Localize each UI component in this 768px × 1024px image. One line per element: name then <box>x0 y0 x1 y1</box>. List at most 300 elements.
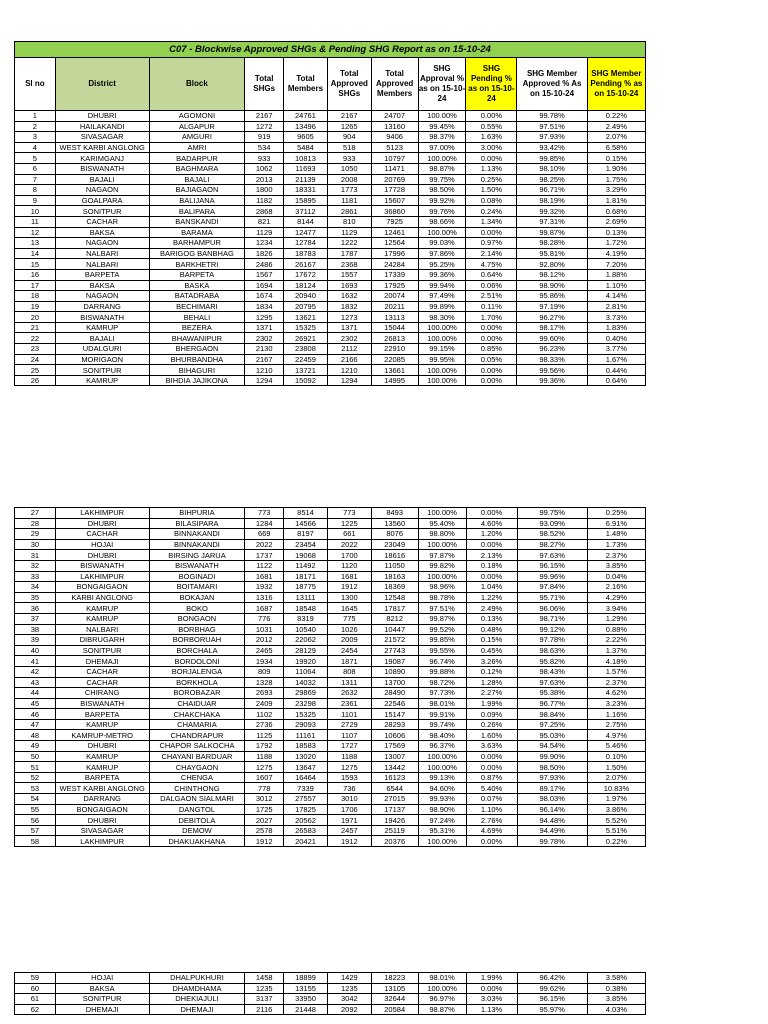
cell-total-shgs: 1328 <box>245 677 284 688</box>
cell-sl-no: 15 <box>15 259 56 270</box>
cell-shg-approval-pct: 98.78% <box>418 592 466 603</box>
cell-shg-pending-pct: 0.87% <box>466 772 517 783</box>
cell-total-members: 21139 <box>284 174 328 185</box>
cell-shg-approval-pct: 98.87% <box>418 1004 466 1015</box>
cell-member-approved-pct: 97.63% <box>517 550 587 561</box>
cell-shg-approval-pct: 98.96% <box>418 582 466 593</box>
cell-member-pending-pct: 2.69% <box>587 216 645 227</box>
cell-total-members: 14566 <box>284 518 328 529</box>
cell-shg-approval-pct: 98.66% <box>418 216 466 227</box>
cell-district: HOJAI <box>55 973 149 984</box>
cell-total-members: 37112 <box>284 206 328 217</box>
cell-total-members: 15895 <box>284 195 328 206</box>
cell-shg-approval-pct: 99.36% <box>418 269 466 280</box>
cell-member-approved-pct: 98.50% <box>517 762 587 773</box>
cell-total-members: 18171 <box>284 571 328 582</box>
cell-member-approved-pct: 99.87% <box>517 227 587 238</box>
cell-total-shgs: 809 <box>245 666 284 677</box>
cell-district: WEST KARBI ANGLONG <box>55 142 149 153</box>
cell-approved-shgs: 1773 <box>327 185 371 196</box>
cell-total-shgs: 2116 <box>245 1004 284 1015</box>
cell-sl-no: 32 <box>15 560 56 571</box>
cell-shg-pending-pct: 3.63% <box>466 741 517 752</box>
cell-member-pending-pct: 1.50% <box>587 762 645 773</box>
cell-block: BOROBAZAR <box>149 688 245 699</box>
cell-district: DHUBRI <box>55 550 149 561</box>
cell-sl-no: 23 <box>15 344 56 355</box>
cell-shg-approval-pct: 97.24% <box>418 815 466 826</box>
cell-approved-shgs: 3010 <box>327 794 371 805</box>
cell-sl-no: 8 <box>15 185 56 196</box>
cell-approved-members: 20376 <box>371 836 418 847</box>
table-row <box>15 624 646 635</box>
cell-shg-approval-pct: 99.93% <box>418 794 466 805</box>
cell-block: BAJIAGAON <box>149 185 245 196</box>
cell-approved-shgs: 3042 <box>327 994 371 1005</box>
cell-approved-shgs: 1593 <box>327 772 371 783</box>
cell-shg-pending-pct: 0.00% <box>466 153 517 164</box>
cell-sl-no: 7 <box>15 174 56 185</box>
cell-approved-shgs: 1107 <box>327 730 371 741</box>
table-row <box>15 132 646 143</box>
cell-member-pending-pct: 2.16% <box>587 582 645 593</box>
cell-district: WEST KARBI ANGLONG <box>55 783 149 794</box>
cell-district: NALBARI <box>55 624 149 635</box>
cell-total-members: 18783 <box>284 248 328 259</box>
table-row <box>15 656 646 667</box>
cell-member-approved-pct: 99.12% <box>517 624 587 635</box>
cell-approved-shgs: 1645 <box>327 603 371 614</box>
cell-approved-members: 10890 <box>371 666 418 677</box>
cell-district: NALBARI <box>55 248 149 259</box>
cell-total-members: 14032 <box>284 677 328 688</box>
cell-shg-approval-pct: 100.00% <box>418 508 466 519</box>
cell-total-members: 29869 <box>284 688 328 699</box>
cell-shg-pending-pct: 0.45% <box>466 645 517 656</box>
cell-approved-shgs: 1101 <box>327 709 371 720</box>
cell-district: DARRANG <box>55 794 149 805</box>
cell-member-pending-pct: 1.81% <box>587 195 645 206</box>
cell-approved-members: 14995 <box>371 375 418 386</box>
cell-member-pending-pct: 0.40% <box>587 333 645 344</box>
table-row <box>15 185 646 196</box>
table-row <box>15 582 646 593</box>
cell-total-members: 20421 <box>284 836 328 847</box>
cell-total-shgs: 2486 <box>245 259 284 270</box>
cell-total-shgs: 1694 <box>245 280 284 291</box>
cell-member-pending-pct: 3.85% <box>587 560 645 571</box>
cell-total-members: 28129 <box>284 645 328 656</box>
cell-approved-members: 15147 <box>371 709 418 720</box>
cell-member-approved-pct: 99.78% <box>517 836 587 847</box>
header-row <box>15 58 646 111</box>
cell-total-members: 11492 <box>284 560 328 571</box>
cell-sl-no: 49 <box>15 741 56 752</box>
table-row <box>15 994 646 1005</box>
cell-total-members: 15092 <box>284 375 328 386</box>
cell-district: DHUBRI <box>55 741 149 752</box>
cell-approved-members: 25119 <box>371 825 418 836</box>
cell-shg-pending-pct: 0.18% <box>466 560 517 571</box>
cell-district: BARPETA <box>55 772 149 783</box>
table-row <box>15 635 646 646</box>
cell-total-shgs: 2027 <box>245 815 284 826</box>
table-row <box>15 592 646 603</box>
table-row <box>15 508 646 519</box>
cell-district: BISWANATH <box>55 560 149 571</box>
cell-member-pending-pct: 1.16% <box>587 709 645 720</box>
cell-shg-pending-pct: 1.28% <box>466 677 517 688</box>
cell-shg-pending-pct: 0.00% <box>466 571 517 582</box>
cell-sl-no: 52 <box>15 772 56 783</box>
cell-total-members: 13647 <box>284 762 328 773</box>
cell-block: BORCHALA <box>149 645 245 656</box>
cell-district: UDALGURI <box>55 344 149 355</box>
table-row <box>15 248 646 259</box>
table-row <box>15 794 646 805</box>
cell-shg-pending-pct: 1.13% <box>466 163 517 174</box>
cell-approved-members: 11471 <box>371 163 418 174</box>
cell-member-pending-pct: 2.81% <box>587 301 645 312</box>
cell-total-members: 13111 <box>284 592 328 603</box>
cell-total-members: 33950 <box>284 994 328 1005</box>
table-row <box>15 709 646 720</box>
cell-sl-no: 14 <box>15 248 56 259</box>
cell-sl-no: 28 <box>15 518 56 529</box>
cell-approved-shgs: 2167 <box>327 111 371 122</box>
cell-member-pending-pct: 0.22% <box>587 836 645 847</box>
cell-member-pending-pct: 5.46% <box>587 741 645 752</box>
cell-district: NAGAON <box>55 291 149 302</box>
cell-shg-approval-pct: 94.60% <box>418 783 466 794</box>
cell-shg-pending-pct: 0.48% <box>466 624 517 635</box>
cell-member-approved-pct: 99.85% <box>517 153 587 164</box>
cell-approved-shgs: 1693 <box>327 280 371 291</box>
cell-approved-shgs: 1912 <box>327 582 371 593</box>
cell-approved-shgs: 1787 <box>327 248 371 259</box>
cell-approved-members: 13007 <box>371 751 418 762</box>
cell-approved-shgs: 1181 <box>327 195 371 206</box>
cell-approved-members: 20584 <box>371 1004 418 1015</box>
cell-sl-no: 20 <box>15 312 56 323</box>
cell-total-members: 22062 <box>284 635 328 646</box>
cell-total-shgs: 1800 <box>245 185 284 196</box>
cell-district: BISWANATH <box>55 312 149 323</box>
cell-shg-pending-pct: 1.20% <box>466 529 517 540</box>
cell-shg-pending-pct: 2.14% <box>466 248 517 259</box>
cell-approved-members: 13700 <box>371 677 418 688</box>
cell-approved-shgs: 1300 <box>327 592 371 603</box>
table-row <box>15 259 646 270</box>
cell-shg-pending-pct: 2.76% <box>466 815 517 826</box>
cell-block: BHAWANIPUR <box>149 333 245 344</box>
table-row <box>15 174 646 185</box>
cell-total-shgs: 534 <box>245 142 284 153</box>
cell-member-pending-pct: 6.91% <box>587 518 645 529</box>
cell-approved-shgs: 1557 <box>327 269 371 280</box>
cell-sl-no: 31 <box>15 550 56 561</box>
cell-shg-approval-pct: 99.15% <box>418 344 466 355</box>
cell-total-shgs: 1125 <box>245 730 284 741</box>
cell-member-approved-pct: 96.15% <box>517 560 587 571</box>
cell-approved-shgs: 2729 <box>327 719 371 730</box>
cell-shg-approval-pct: 100.00% <box>418 983 466 994</box>
cell-district: BONGAIGAON <box>55 582 149 593</box>
cell-member-pending-pct: 2.37% <box>587 677 645 688</box>
cell-shg-pending-pct: 0.15% <box>466 635 517 646</box>
cell-block: BOKO <box>149 603 245 614</box>
cell-total-members: 26583 <box>284 825 328 836</box>
cell-total-members: 5484 <box>284 142 328 153</box>
cell-total-shgs: 1316 <box>245 592 284 603</box>
cell-shg-approval-pct: 98.90% <box>418 804 466 815</box>
cell-sl-no: 9 <box>15 195 56 206</box>
cell-approved-shgs: 2009 <box>327 635 371 646</box>
cell-total-shgs: 1826 <box>245 248 284 259</box>
cell-member-pending-pct: 7.20% <box>587 259 645 270</box>
cell-approved-shgs: 1681 <box>327 571 371 582</box>
cell-shg-approval-pct: 98.72% <box>418 677 466 688</box>
cell-district: CACHAR <box>55 677 149 688</box>
cell-total-shgs: 1284 <box>245 518 284 529</box>
cell-total-shgs: 1737 <box>245 550 284 561</box>
table-row <box>15 121 646 132</box>
cell-member-pending-pct: 3.77% <box>587 344 645 355</box>
cell-member-pending-pct: 4.97% <box>587 730 645 741</box>
cell-approved-members: 13560 <box>371 518 418 529</box>
cell-sl-no: 21 <box>15 322 56 333</box>
cell-sl-no: 27 <box>15 508 56 519</box>
cell-member-pending-pct: 1.90% <box>587 163 645 174</box>
cell-approved-members: 18616 <box>371 550 418 561</box>
cell-sl-no: 29 <box>15 529 56 540</box>
cell-approved-shgs: 1026 <box>327 624 371 635</box>
report-table-page-3 <box>14 972 646 1015</box>
cell-member-approved-pct: 98.27% <box>517 539 587 550</box>
table-row <box>15 153 646 164</box>
cell-shg-approval-pct: 100.00% <box>418 365 466 376</box>
table-row <box>15 216 646 227</box>
cell-district: BARPETA <box>55 269 149 280</box>
cell-district: KAMRUP <box>55 762 149 773</box>
report-title: C07 - Blockwise Approved SHGs & Pending SHG Report as on 15-10-24 <box>15 42 646 58</box>
cell-shg-pending-pct: 0.00% <box>466 762 517 773</box>
cell-member-approved-pct: 97.19% <box>517 301 587 312</box>
cell-block: BOKAJAN <box>149 592 245 603</box>
cell-total-members: 8197 <box>284 529 328 540</box>
cell-total-shgs: 2409 <box>245 698 284 709</box>
cell-district: CACHAR <box>55 216 149 227</box>
cell-block: DANGTOL <box>149 804 245 815</box>
table-row <box>15 291 646 302</box>
cell-shg-approval-pct: 98.01% <box>418 973 466 984</box>
cell-district: CHIRANG <box>55 688 149 699</box>
cell-shg-pending-pct: 1.10% <box>466 804 517 815</box>
cell-sl-no: 59 <box>15 973 56 984</box>
cell-member-pending-pct: 1.57% <box>587 666 645 677</box>
header-shg-pending: SHG Pending % as on 15-10-24 <box>466 58 517 111</box>
cell-approved-members: 15607 <box>371 195 418 206</box>
cell-member-approved-pct: 98.10% <box>517 163 587 174</box>
cell-approved-members: 28293 <box>371 719 418 730</box>
cell-district: DHUBRI <box>55 518 149 529</box>
cell-shg-approval-pct: 98.50% <box>418 185 466 196</box>
cell-sl-no: 30 <box>15 539 56 550</box>
cell-approved-members: 17569 <box>371 741 418 752</box>
cell-total-members: 10813 <box>284 153 328 164</box>
cell-member-pending-pct: 3.94% <box>587 603 645 614</box>
cell-approved-shgs: 1727 <box>327 741 371 752</box>
cell-member-pending-pct: 1.10% <box>587 280 645 291</box>
cell-district: LAKHIMPUR <box>55 836 149 847</box>
cell-approved-members: 32644 <box>371 994 418 1005</box>
cell-shg-approval-pct: 99.52% <box>418 624 466 635</box>
cell-member-approved-pct: 94.49% <box>517 825 587 836</box>
cell-total-members: 13721 <box>284 365 328 376</box>
cell-sl-no: 44 <box>15 688 56 699</box>
cell-approved-shgs: 661 <box>327 529 371 540</box>
cell-member-approved-pct: 96.23% <box>517 344 587 355</box>
cell-block: CHAPOR SALKOCHA <box>149 741 245 752</box>
cell-approved-members: 17728 <box>371 185 418 196</box>
cell-approved-members: 17817 <box>371 603 418 614</box>
cell-district: CACHAR <box>55 666 149 677</box>
cell-shg-pending-pct: 0.00% <box>466 111 517 122</box>
cell-block: BANSKANDI <box>149 216 245 227</box>
cell-member-approved-pct: 96.77% <box>517 698 587 709</box>
table-row <box>15 698 646 709</box>
cell-block: BONGAON <box>149 613 245 624</box>
cell-approved-shgs: 1971 <box>327 815 371 826</box>
cell-sl-no: 51 <box>15 762 56 773</box>
cell-approved-shgs: 1222 <box>327 238 371 249</box>
cell-member-approved-pct: 96.14% <box>517 804 587 815</box>
table-row <box>15 375 646 386</box>
cell-total-members: 26167 <box>284 259 328 270</box>
cell-total-members: 23298 <box>284 698 328 709</box>
cell-sl-no: 46 <box>15 709 56 720</box>
cell-block: BASKA <box>149 280 245 291</box>
cell-total-shgs: 1371 <box>245 322 284 333</box>
cell-approved-shgs: 2368 <box>327 259 371 270</box>
cell-member-pending-pct: 0.13% <box>587 227 645 238</box>
cell-shg-approval-pct: 100.00% <box>418 571 466 582</box>
cell-member-pending-pct: 4.19% <box>587 248 645 259</box>
cell-approved-shgs: 1371 <box>327 322 371 333</box>
cell-shg-approval-pct: 99.87% <box>418 613 466 624</box>
cell-shg-pending-pct: 0.05% <box>466 354 517 365</box>
cell-block: BALIJANA <box>149 195 245 206</box>
cell-total-members: 13621 <box>284 312 328 323</box>
cell-block: BINNAKANDI <box>149 539 245 550</box>
cell-shg-pending-pct: 0.00% <box>466 539 517 550</box>
cell-shg-approval-pct: 100.00% <box>418 762 466 773</box>
cell-total-members: 18548 <box>284 603 328 614</box>
cell-approved-shgs: 1706 <box>327 804 371 815</box>
cell-total-shgs: 1607 <box>245 772 284 783</box>
cell-shg-approval-pct: 96.37% <box>418 741 466 752</box>
cell-member-pending-pct: 2.22% <box>587 635 645 646</box>
cell-shg-pending-pct: 1.60% <box>466 730 517 741</box>
cell-approved-members: 9406 <box>371 132 418 143</box>
cell-member-approved-pct: 97.25% <box>517 719 587 730</box>
cell-block: BORBHAG <box>149 624 245 635</box>
cell-block: CHAYANI BARDUAR <box>149 751 245 762</box>
cell-member-approved-pct: 99.56% <box>517 365 587 376</box>
cell-approved-members: 12461 <box>371 227 418 238</box>
cell-member-pending-pct: 0.64% <box>587 375 645 386</box>
cell-total-members: 22459 <box>284 354 328 365</box>
cell-member-approved-pct: 98.28% <box>517 238 587 249</box>
table-row <box>15 163 646 174</box>
cell-approved-shgs: 1311 <box>327 677 371 688</box>
cell-member-pending-pct: 5.52% <box>587 815 645 826</box>
cell-approved-shgs: 1294 <box>327 375 371 386</box>
cell-district: BARPETA <box>55 709 149 720</box>
cell-approved-shgs: 1188 <box>327 751 371 762</box>
cell-sl-no: 6 <box>15 163 56 174</box>
cell-approved-members: 13442 <box>371 762 418 773</box>
cell-sl-no: 48 <box>15 730 56 741</box>
cell-district: DHEMAJI <box>55 1004 149 1015</box>
cell-member-approved-pct: 98.63% <box>517 645 587 656</box>
cell-total-shgs: 2868 <box>245 206 284 217</box>
table-row <box>15 688 646 699</box>
header-sl-no: Sl no <box>15 58 56 111</box>
cell-member-approved-pct: 95.38% <box>517 688 587 699</box>
cell-total-members: 16464 <box>284 772 328 783</box>
cell-member-approved-pct: 99.90% <box>517 751 587 762</box>
cell-member-pending-pct: 1.73% <box>587 539 645 550</box>
cell-shg-pending-pct: 0.13% <box>466 613 517 624</box>
cell-total-shgs: 669 <box>245 529 284 540</box>
cell-member-pending-pct: 2.49% <box>587 121 645 132</box>
cell-approved-members: 24707 <box>371 111 418 122</box>
cell-member-pending-pct: 4.14% <box>587 291 645 302</box>
cell-member-approved-pct: 98.33% <box>517 354 587 365</box>
cell-district: DIBRUGARH <box>55 635 149 646</box>
cell-total-members: 27557 <box>284 794 328 805</box>
cell-member-approved-pct: 99.62% <box>517 983 587 994</box>
cell-shg-approval-pct: 99.85% <box>418 635 466 646</box>
cell-district: DHUBRI <box>55 815 149 826</box>
cell-member-approved-pct: 97.31% <box>517 216 587 227</box>
cell-shg-approval-pct: 99.95% <box>418 354 466 365</box>
cell-block: BIHAGURI <box>149 365 245 376</box>
cell-district: KARIMGANJ <box>55 153 149 164</box>
table-row <box>15 666 646 677</box>
cell-shg-approval-pct: 95.40% <box>418 518 466 529</box>
cell-shg-approval-pct: 98.87% <box>418 163 466 174</box>
cell-sl-no: 38 <box>15 624 56 635</box>
cell-approved-members: 8076 <box>371 529 418 540</box>
header-total-shgs: Total SHGs <box>245 58 284 111</box>
cell-approved-members: 18223 <box>371 973 418 984</box>
cell-member-approved-pct: 95.82% <box>517 656 587 667</box>
cell-approved-shgs: 1275 <box>327 762 371 773</box>
cell-approved-members: 13113 <box>371 312 418 323</box>
cell-total-members: 18331 <box>284 185 328 196</box>
cell-total-shgs: 2693 <box>245 688 284 699</box>
table-row <box>15 539 646 550</box>
cell-total-members: 26921 <box>284 333 328 344</box>
cell-member-pending-pct: 1.72% <box>587 238 645 249</box>
cell-block: BORKHOLA <box>149 677 245 688</box>
header-district: District <box>55 58 149 111</box>
cell-approved-shgs: 2092 <box>327 1004 371 1015</box>
cell-shg-approval-pct: 100.00% <box>418 333 466 344</box>
cell-approved-shgs: 2454 <box>327 645 371 656</box>
